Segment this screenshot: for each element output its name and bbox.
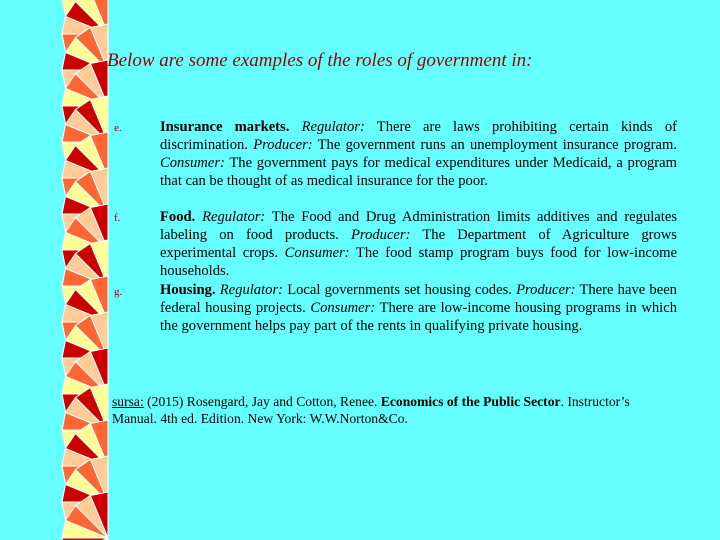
role-label: Consumer: — [160, 155, 225, 171]
role-label: Regulator: — [202, 209, 266, 225]
citation-authors: (2015) Rosengard, Jay and Cotton, Renee. — [143, 394, 381, 409]
source-citation — [112, 393, 672, 427]
role-label: Consumer: — [310, 300, 376, 316]
role-label: Producer: — [253, 137, 313, 153]
role-text: Local governments set housing codes. — [283, 282, 517, 298]
citation-book-title: Economics of the Public Sector — [380, 394, 561, 409]
item-heading: Food. — [160, 209, 196, 225]
list-item-insurance — [160, 118, 677, 190]
role-text: There are low-income housing programs in which the government helps pay part of the rents in qualifying private housing. — [160, 300, 677, 334]
list-item-food — [160, 208, 677, 280]
role-text: The government pays for medical expenditures under Medicaid, a program that can be thought of as medical insurance for the poor. — [160, 155, 677, 189]
page-title: Below are some examples of the roles of government in: — [107, 50, 533, 71]
role-label: Regulator: — [219, 282, 283, 298]
item-heading: Housing. — [160, 282, 216, 298]
role-label: Regulator: — [301, 119, 365, 135]
item-heading: Insurance markets. — [160, 119, 290, 135]
citation-label: sursa: — [112, 394, 144, 409]
item-marker: f. — [114, 212, 121, 224]
decorative-fan-border — [0, 0, 110, 540]
item-marker: g. — [114, 286, 123, 298]
role-text: The Department of Agriculture grows experimental crops. — [160, 227, 677, 261]
item-marker: e. — [114, 122, 122, 134]
role-label: Consumer: — [284, 245, 350, 261]
citation-details: . Instructor’s Manual. 4th ed. Edition. New York: W.W.Norton&Co. — [112, 394, 630, 426]
role-text: There are laws prohibiting certain kinds of discrimination. — [160, 119, 677, 153]
role-text: There have been federal housing projects. — [160, 282, 677, 316]
role-label: Producer: — [351, 227, 411, 243]
role-text: The food stamp program buys food for low-income households. — [160, 245, 677, 279]
role-text: The Food and Drug Administration limits additives and regulates labeling on food products. — [160, 209, 677, 243]
role-text: The government runs an unemployment insurance program. — [312, 137, 677, 153]
role-label: Producer: — [516, 282, 576, 298]
list-item-housing — [160, 281, 677, 335]
